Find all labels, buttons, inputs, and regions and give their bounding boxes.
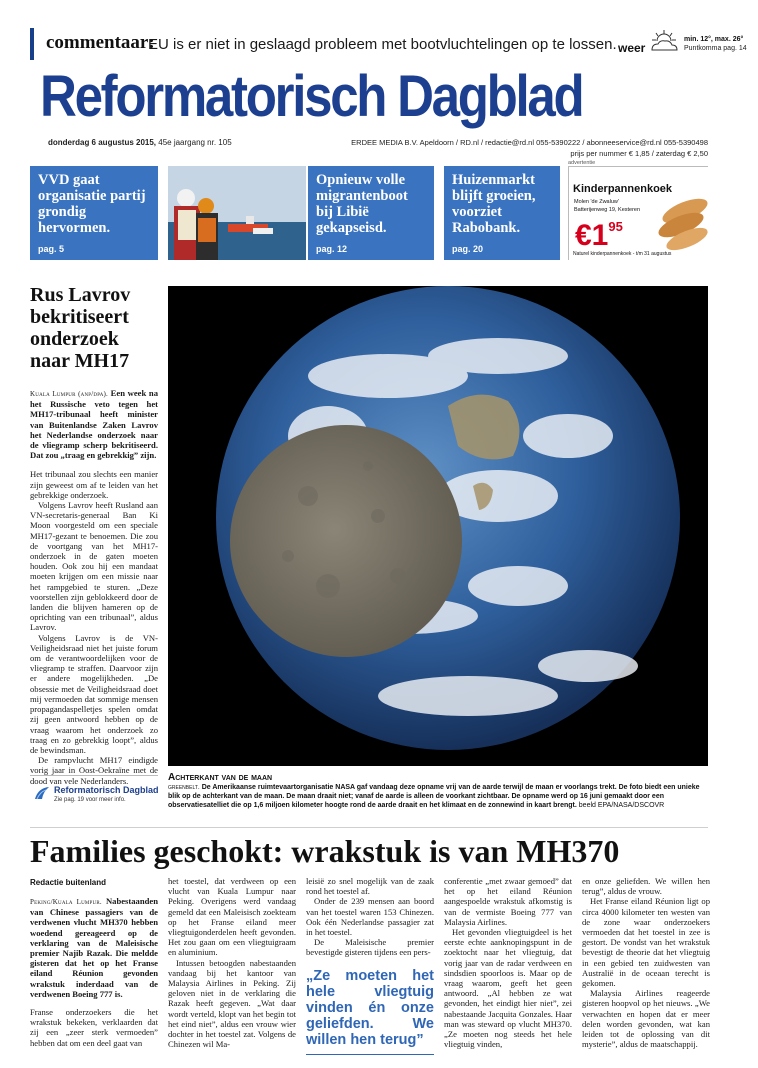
weather-box[interactable] (618, 28, 758, 58)
weather-label: weer (618, 41, 646, 55)
caption-dateline: greenbelt. (168, 784, 200, 791)
lavrov-paragraph: De rampvlucht MH17 eindigde vorig jaar in Oost-Oekraïne met de dood van vele Nederlanders. (30, 755, 158, 786)
comment-headline[interactable]: EU is er niet in geslaagd probleem met bootvluchtelingen op te lossen. (148, 36, 617, 53)
mh370-paragraph: het toestel, dat verdween op een vlucht van Kuala Lumpur naar Peking. Overigens werd vandaag gemeld dat een Maleisisch zoekteam op het Franse eiland meer vliegtuigonderdelen heeft gevonden. Het zou gaan om een vliegtuigraam en aluminium. (168, 876, 296, 958)
photo-caption (168, 783, 708, 810)
publisher-info: ERDEE MEDIA B.V. Apeldoorn / RD.nl / redactie@rd.nl 055-5390222 / abonneeservice@rd.nl 055-5390498 (351, 138, 708, 147)
rd-logo-sub: Zie pag. 19 voor meer info. (54, 797, 126, 803)
mh370-paragraph: conferentie „met zwaar gemoed” dat het op het eiland Réunion aangespoelde wrakstuk afkomstig is van de vermiste Boeing 777 van Malaysia Airlines. (444, 876, 572, 927)
earth-moon-photo[interactable] (168, 286, 708, 766)
teaser-page: pag. 12 (316, 244, 348, 254)
price-info: prijs per nummer € 1,85 / zaterdag € 2,50 (570, 149, 708, 158)
rd-logo-name: Reformatorisch Dagblad (54, 785, 159, 795)
photo-caption-title: Achterkant van de maan (168, 772, 273, 783)
commentary-bar (30, 28, 747, 58)
pull-quote-rule (306, 1054, 434, 1055)
mh370-lead-paragraph (30, 896, 158, 999)
weather-reference: Puntkomma pag. 14 (684, 45, 747, 52)
teaser-huizenmarkt[interactable] (444, 166, 560, 260)
mh370-paragraph: Intussen betoogden nabestaanden vandaag bij het kantoor van Malaysia Airlines in Peking. Zij geloven niet in de verklaring die Razak heeft gegeven. „Wat daar wordt verteld, klopt van het begin tot het eind niet”, aldus een vrouw wier dochter in het toestel zat. Volgens de Chinezen wil Ma- (168, 957, 296, 1050)
sun-cloud-icon (646, 28, 682, 54)
lavrov-lead-paragraph (30, 388, 158, 460)
rd-logo-promo[interactable] (30, 775, 158, 809)
section-divider (30, 827, 708, 828)
advertisement-pancake[interactable] (568, 166, 708, 260)
teaser-page: pag. 20 (452, 244, 484, 254)
lavrov-paragraph: Volgens Lavrov heeft Rusland aan VN-secretaris-generaal Ban Ki Moon voorgesteld om een speciale MH17-gezant te benoemen. Die zou de voortgang van het MH17-onderzoek in de gaten moeten houden. Ook zou hij een mandaat moeten krijgen om een missie naar het rampgebied te sturen. „Deze voorstellen zijn geblokkeerd door de landen die blijven hameren op de oprichting van een tribunaal”, aldus Lavrov. (30, 500, 158, 633)
teaser-photo-rescue[interactable] (168, 166, 306, 260)
mh370-paragraph: Het Franse eiland Réunion ligt op circa 4000 kilometer ten westen van de zone waar onderzoekers vermoeden dat het toestel in zee is gestort. De vondst van het wrakstuk bevestigt de theorie dat het vliegtuig in een gebied ten zuidwesten van Australië in de oceaan terecht is gekomen. (582, 896, 710, 989)
teaser-migrantenboot[interactable] (308, 166, 434, 260)
issue-volume: 45e jaargang nr. 105 (156, 138, 232, 147)
earth-moon-illustration (168, 286, 708, 766)
ad-price (575, 219, 631, 251)
teaser-title: VVD gaat organisatie partij grondig hervormen. (38, 172, 146, 236)
mh370-lead: Nabestaanden van Chinese passagiers van de verdwenen vlucht MH370 hebben woedend gereageerd op de verklaring van de Maleisische premier Najib Razak. Die meldde gisteren dat het op het Franse eiland Réunion gevonden wrakstuk inderdaad van de verdwenen Boeing 777 is. (30, 896, 158, 999)
rescue-photo-illustration (168, 166, 306, 260)
lavrov-headline[interactable]: Rus Lavrov bekritiseert onderzoek naar MH17 (30, 284, 131, 372)
ad-footnote: Naturel kinderpannenkoek - t/m 31 augustus (573, 251, 672, 257)
mh370-column-3 (306, 876, 434, 1055)
pull-quote: „Ze moeten het hele vliegtuig vinden én onze geliefden. We willen hen terug” (306, 967, 434, 1048)
teaser-title: Opnieuw volle migrantenboot bij Libië gekapseisd. (316, 172, 408, 236)
mh370-paragraph: Het gevonden vliegtuigdeel is het eerste echte aanknopingspunt in de zoektocht naar het vliegtuig, dat vorig jaar van de radar verdween en sindsdien spoorloos is. Maar op de vraag waarom, geeft het geen antwoord. „Al hebben ze wat gevonden, het eindigt hier niet”, zei nabestaande Jacquita Gonzales. Haar man was steward op vlucht MH370. „Ze moeten nog steeds het hele vliegtuig vinden, (444, 927, 572, 1050)
accent-bar (30, 28, 34, 60)
caption-text: De Amerikaanse ruimtevaartorganisatie NASA gaf vandaag deze opname vrij van de aarde terwijl de maan er voorlangs trekt. De foto biedt een unieke blik op de achterkant van de maan. De maan draait niet; vanaf de aarde is alleen de voorkant zichtbaar. De opname werd op 16 juni gemaakt door een observatiesatelliet die op 1,6 miljoen kilometer hoogte rond de aarde draait en het klimaat en de zonnewind in kaart brengt. (168, 784, 700, 809)
lavrov-article-body (30, 388, 158, 786)
mh370-paragraph: Onder de 239 mensen aan boord van het toestel waren 153 Chinezen. Ook één Nederlandse passagier zat in het toestel. (306, 896, 434, 938)
mh370-column-4 (444, 876, 572, 1049)
mh370-paragraph: De Maleisische premier bevestigde gisteren tijdens een pers- (306, 937, 434, 958)
ad-tag: advertentie (568, 160, 596, 166)
mh370-paragraph: Malaysia Airlines reageerde gisteren hoopvol op het nieuws. „We verwachten en hopen dat er meer delen worden gevonden, wat kan leiden tot de oplossing van dit mysterie”, aldus de maatschappij. (582, 988, 710, 1050)
mh370-headline[interactable]: Families geschokt: wrakstuk is van MH370 (30, 833, 620, 869)
mh370-paragraph: en onze geliefden. We willen hen terug”, aldus de vrouw. (582, 876, 710, 897)
ad-address-street: Batterijenweg 19, Kesteren (574, 207, 641, 213)
mh370-paragraph: leisië zo snel mogelijk van de zaak rond het toestel af. (306, 876, 434, 897)
teaser-vvd[interactable] (30, 166, 158, 260)
lavrov-paragraph: Het tribunaal zou slechts een manier zijn geweest om af te leiden van het gebrekkige onderzoek. (30, 469, 158, 500)
issue-date: donderdag 6 augustus 2015, (48, 138, 157, 147)
newspaper-nameplate[interactable]: Reformatorisch Dagblad (40, 64, 583, 129)
lavrov-dateline: Kuala Lumpur (anp/dpa). (30, 390, 109, 398)
comment-label: commentaar: (46, 32, 155, 53)
lavrov-paragraph: Volgens Lavrov is de VN-Veiligheidsraad niet het juiste forum om de verantwoordelijken voor de vliegramp te straffen. Daarvoor zijn er andere mogelijkheden. „De obsessie met de Veiligheidsraad doet mij vermoeden dat sommige mensen propagandaspelletjes spelen omdat zij geen antwoord hebben op de vraag waarom het onderzoek zo traag en zo gebrekkig loopt”, aldus de bewindsman. (30, 632, 158, 755)
teaser-page: pag. 5 (38, 244, 65, 254)
mh370-column-5 (582, 876, 710, 1049)
teaser-title: Huizenmarkt blijft groeien, voorziet Rabobank. (452, 172, 536, 236)
ad-price-cents: 95 (608, 219, 623, 234)
mh370-paragraph: Franse onderzoekers die het wrakstuk bekeken, verklaarden dat zij een „zeer sterk vermoeden” hebben dat om een deel gaat van (30, 1007, 158, 1048)
mh370-column-2 (168, 876, 296, 1049)
ad-price-euro: €1 (575, 219, 609, 252)
issue-dateline (48, 138, 232, 147)
photo-credit: beeld EPA/NASA/DSCOVR (578, 802, 665, 809)
ad-address-name: Molen 'de Zwaluw' (574, 199, 619, 205)
mh370-dateline: Peking/Kuala Lumpur. (30, 898, 102, 906)
weather-temperature: min. 12°, max. 26° (684, 36, 744, 43)
ad-title: Kinderpannenkoek (573, 183, 673, 195)
mh370-column-1 (30, 896, 158, 1048)
mh370-byline: Redactie buitenland (30, 878, 107, 887)
lavrov-lead: Een week na het Russische veto tegen het MH17-tribunaal heeft minister van Buitenlandse Zaken Lavrov het Nederlandse onderzoek naar de vliegramp scherp bekritiseerd. Dat zou „traag en gebrekkig” zijn. (30, 388, 158, 461)
rd-logo-icon (34, 786, 50, 800)
